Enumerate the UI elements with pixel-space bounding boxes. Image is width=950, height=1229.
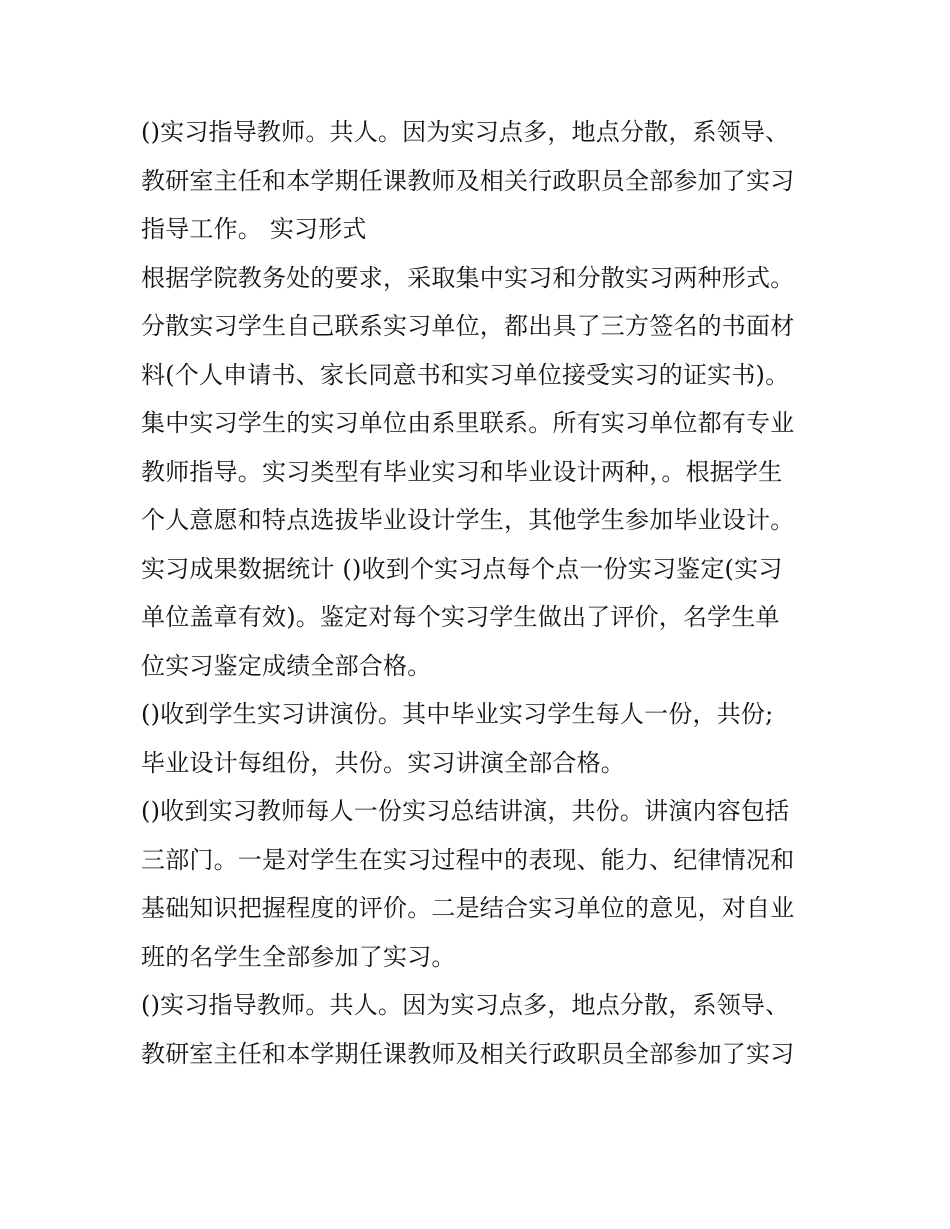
text-line: 教研室主任和本学期任课教师及相关行政职员全部参加了实习 bbox=[141, 166, 795, 195]
text-line: 毕业设计每组份，共份。实习讲演全部合格。 bbox=[141, 748, 625, 777]
text-line: ()实习指导教师。共人。因为实习点多，地点分散，系领导、 bbox=[141, 118, 790, 146]
text-line: ()收到学生实习讲演份。其中毕业实习学生每人一份，共份; bbox=[141, 700, 774, 728]
text-line: 实习成果数据统计 ()收到个实习点每个点一份实习鉴定(实习 bbox=[141, 554, 783, 583]
text-line: 单位盖章有效)。鉴定对每个实习学生做出了评价，名学生单 bbox=[141, 603, 780, 631]
text-line: 教师指导。实习类型有毕业实习和毕业设计两种，。根据学生 bbox=[141, 457, 783, 486]
text-line: 基础知识把握程度的评价。二是结合实习单位的意见，对自业 bbox=[141, 894, 795, 922]
text-line: 位实习鉴定成绩全部合格。 bbox=[141, 651, 432, 680]
text-line: 指导工作。 实习形式 bbox=[141, 215, 367, 243]
text-line: 料(个人申请书、家长同意书和实习单位接受实习的证实书)。 bbox=[141, 360, 790, 389]
text-line: 集中实习学生的实习单位由系里联系。所有实习单位都有专业 bbox=[141, 409, 795, 437]
text-line: ()实习指导教师。共人。因为实习点多，地点分散，系领导、 bbox=[141, 991, 790, 1019]
text-line: 个人意愿和特点选拔毕业设计学生，其他学生参加毕业设计。 bbox=[141, 506, 795, 534]
text-line: 三部门。一是对学生在实习过程中的表现、能力、纪律情况和 bbox=[141, 845, 795, 874]
text-line: 教研室主任和本学期任课教师及相关行政职员全部参加了实习 bbox=[141, 1039, 795, 1068]
text-line: ()收到实习教师每人一份实习总结讲演，共份。讲演内容包括 bbox=[141, 797, 790, 825]
document-body bbox=[141, 108, 821, 1078]
text-line: 分散实习学生自己联系实习单位，都出具了三方签名的书面材 bbox=[141, 312, 795, 340]
text-line: 班的名学生全部参加了实习。 bbox=[141, 942, 456, 971]
text-line: 根据学院教务处的要求，采取集中实习和分散实习两种形式。 bbox=[141, 263, 795, 292]
